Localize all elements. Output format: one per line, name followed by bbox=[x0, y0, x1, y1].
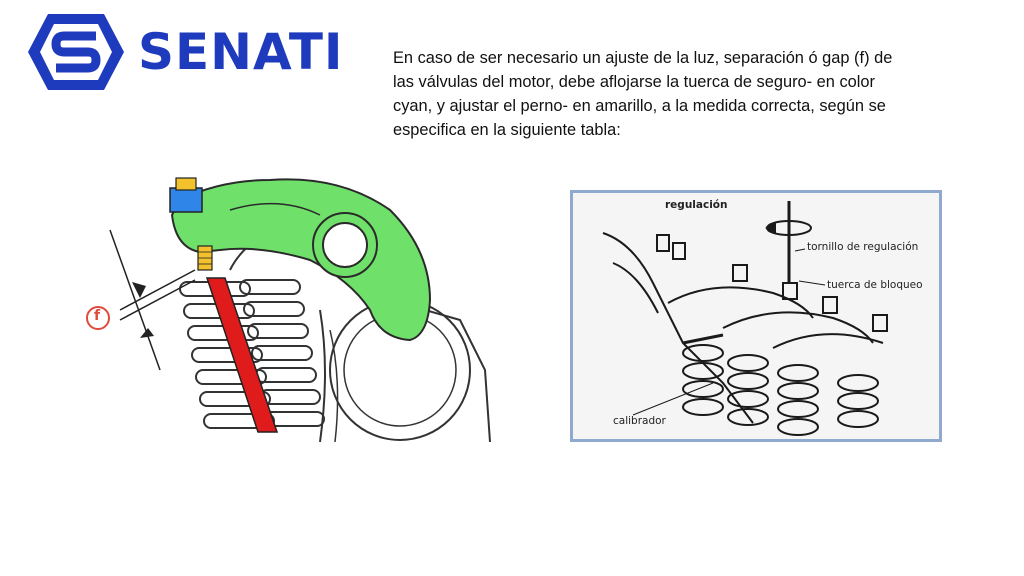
rocker-diagram bbox=[80, 170, 495, 442]
lock-nut bbox=[170, 188, 202, 212]
brand-name: SENATI bbox=[138, 23, 344, 81]
diagram-title: regulación bbox=[665, 199, 728, 211]
gap-label: f bbox=[94, 308, 101, 324]
body-text: En caso de ser necesario un ajuste de la luz, separación ó gap (f) de las válvulas del motor, debe aflojarse la tuerca de seguro- en color cyan, y ajustar el perno- en amarillo, a la medida correcta, según se especifica en la siguiente tabla: bbox=[393, 49, 893, 139]
valve-adjustment-diagram bbox=[570, 190, 942, 442]
callout-adjusting-screw: tornillo de regulación bbox=[807, 241, 919, 253]
valve-rocker-illustration bbox=[80, 170, 495, 442]
callout-feeler-gauge: calibrador bbox=[613, 415, 666, 427]
engine-sketch bbox=[573, 193, 939, 439]
callout-lock-nut: tuerca de bloqueo bbox=[827, 279, 923, 291]
senati-logo bbox=[26, 12, 344, 92]
senati-logo-mark bbox=[26, 12, 126, 92]
